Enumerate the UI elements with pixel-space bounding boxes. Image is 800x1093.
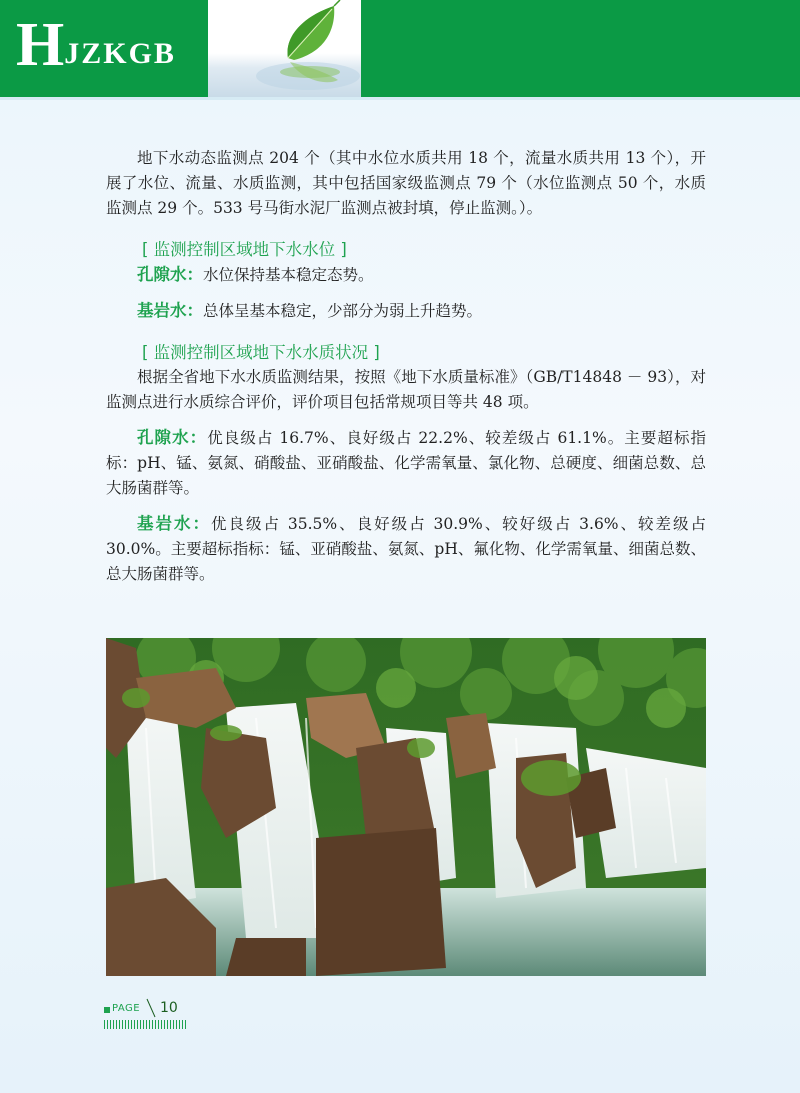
section2-intro: 根据全省地下水水质监测结果，按照《地下水质量标准》（GB/T14848 － 93），对监测点进行水质综合评价，评价项目包括常规项目等共 48 项。	[106, 368, 706, 411]
logo-letters: JZKGB	[64, 37, 176, 70]
slash-icon	[146, 998, 156, 1018]
logo	[0, 0, 208, 97]
item-text: 水位保持基本稳定态势。	[203, 266, 374, 284]
item-label: 孔隙水：	[137, 265, 203, 284]
page-label: PAGE	[112, 1003, 141, 1014]
leaf-panel	[208, 0, 361, 97]
item-label: 孔隙水：	[137, 428, 208, 447]
section2-item-pore-water	[106, 425, 706, 501]
item-text: 总体呈基本稳定，少部分为弱上升趋势。	[203, 302, 483, 320]
waterfall-photo	[106, 638, 706, 976]
header-bar	[0, 0, 800, 97]
logo-text	[16, 11, 176, 79]
section1-item-bedrock-water	[106, 298, 706, 324]
page-number: 10	[160, 1000, 178, 1016]
item-text: 优良级占 16.7%、良好级占 22.2%、较差级占 61.1%。主要超标指标：pH、锰、氨氮、硝酸盐、亚硝酸盐、化学需氧量、氯化物、总硬度、细菌总数、总大肠菌群等。	[106, 429, 707, 497]
item-label: 基岩水：	[137, 514, 211, 533]
page-footer	[104, 1002, 304, 1032]
item-text: 优良级占 35.5%、良好级占 30.9%、较好级占 3.6%、较差级占 30.0%。主要超标指标：锰、亚硝酸盐、氨氮、pH、氟化物、化学需氧量、细菌总数、总大肠菌群等。	[106, 515, 707, 583]
section2-item-bedrock-water	[106, 511, 706, 587]
logo-initial: H	[16, 11, 65, 79]
header-divider	[0, 97, 800, 100]
item-label: 基岩水：	[137, 301, 203, 320]
section-title-water-quality: [ 监测控制区域地下水水质状况 ]	[142, 343, 380, 362]
article-body	[106, 146, 706, 587]
section-title-water-level: [ 监测控制区域地下水水位 ]	[142, 240, 347, 259]
leaf-icon	[208, 0, 361, 97]
footer-square-icon	[104, 1007, 110, 1013]
section1-item-pore-water	[106, 262, 706, 288]
footer-stripe-bar	[104, 1020, 186, 1029]
intro-paragraph: 地下水动态监测点 204 个（其中水位水质共用 18 个，流量水质共用 13 个），开展了水位、流量、水质监测，其中包括国家级监测点 79 个（水位监测点 50 个，水质监测点 29 个。533 号马街水泥厂监测点被封填，停止监测。）。	[106, 149, 706, 217]
